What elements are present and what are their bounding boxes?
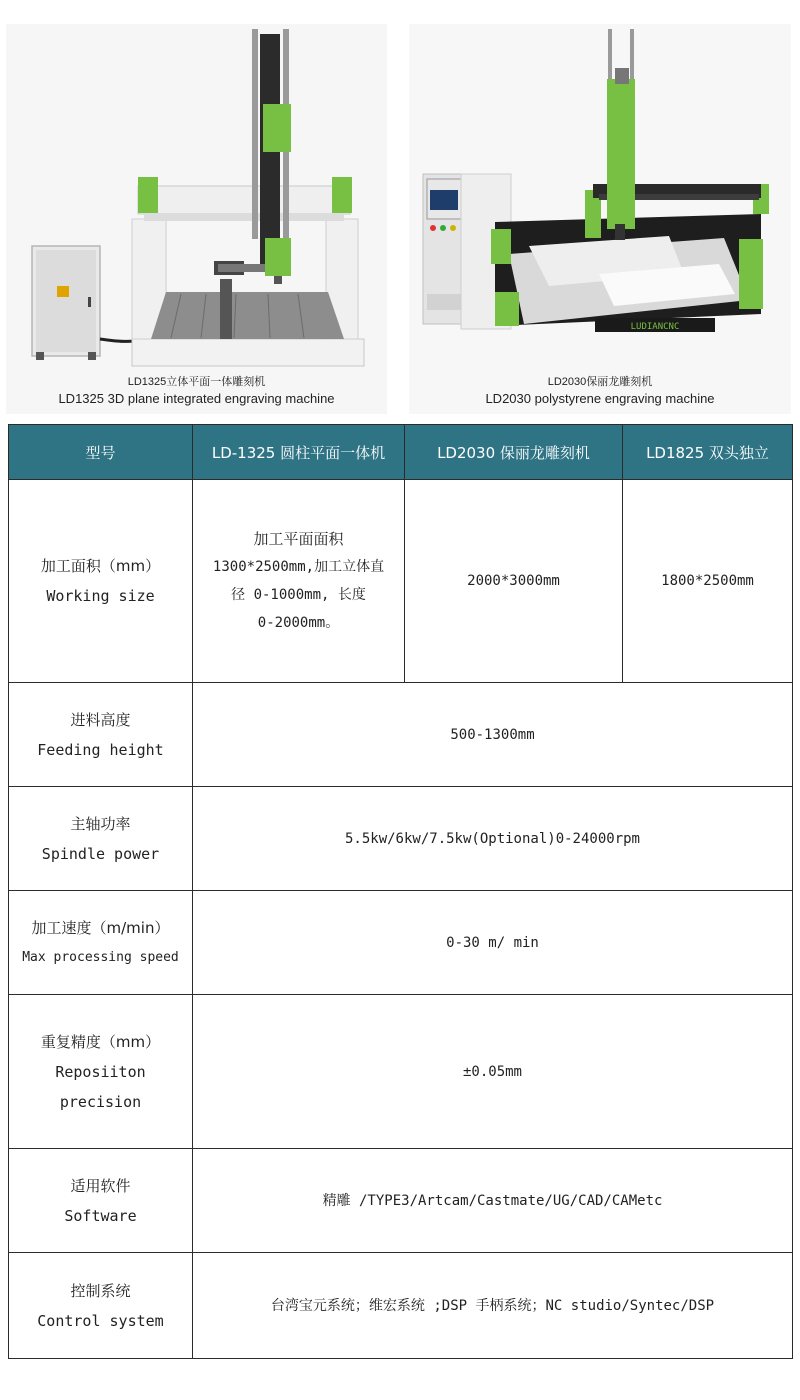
row-label-control-system [9, 1253, 193, 1359]
label-cn: 加工面积（mm） [40, 557, 161, 575]
row-label-feeding-height [9, 683, 193, 787]
cell-ld1825-working-size: 1800*2500mm [623, 480, 793, 683]
cell-processing-speed: 0-30 m/ min [193, 891, 793, 995]
row-label-processing-speed [9, 891, 193, 995]
machine-photo-ld2030 [409, 24, 791, 414]
row-label-working-size [9, 480, 193, 683]
table-row-working-size [9, 480, 793, 683]
table-row-feeding-height [9, 683, 793, 787]
row-label-software [9, 1149, 193, 1253]
table-row-spindle-power [9, 787, 793, 891]
table-header-row [9, 425, 793, 480]
label-en: Spindle power [41, 844, 160, 863]
cell-ld2030-working-size: 2000*3000mm [405, 480, 623, 683]
label-cn: 主轴功率 [70, 814, 131, 833]
label-cn: 适用软件 [70, 1176, 131, 1195]
table-row-reposition-precision [9, 995, 793, 1149]
label-en: Control system [37, 1311, 164, 1330]
table-row-control-system [9, 1253, 793, 1359]
cell-feeding-height: 500-1300mm [193, 683, 793, 787]
label-en: Max processing speed [22, 949, 179, 965]
label-en: Feeding height [37, 740, 164, 759]
label-cn: 进料高度 [70, 710, 131, 729]
ld1325-machine-illustration [6, 24, 387, 414]
label-en: Working size [46, 587, 155, 605]
cell-software: 精雕 /TYPE3/Artcam/Castmate/UG/CAD/CAMetc [193, 1149, 793, 1253]
caption-en-ld2030: LD2030 polystyrene engraving machine [485, 391, 715, 406]
spec-table [8, 424, 793, 1359]
value-line: 1300*2500mm,加工立体直 [212, 559, 385, 575]
caption-cn-ld2030: LD2030保丽龙雕刻机 [547, 376, 653, 388]
row-label-reposition-precision [9, 995, 193, 1149]
caption-cn-ld1325: LD1325立体平面一体雕刻机 [127, 376, 266, 388]
label-en: Software [64, 1206, 137, 1225]
header-ld1825: LD1825 双头独立 [623, 425, 793, 480]
cell-control-system: 台湾宝元系统；维宏系统 ;DSP 手柄系统；NC studio/Syntec/DSP [193, 1253, 793, 1359]
header-model: 型号 [9, 425, 193, 480]
cell-reposition-precision: ±0.05mm [193, 995, 793, 1149]
row-label-spindle-power [9, 787, 193, 891]
table-row-software [9, 1149, 793, 1253]
header-ld2030: LD2030 保丽龙雕刻机 [405, 425, 623, 480]
machine-photo-ld1325 [6, 24, 387, 414]
cell-ld1325-working-size [193, 480, 405, 683]
cell-spindle-power: 5.5kw/6kw/7.5kw(Optional)0-24000rpm [193, 787, 793, 891]
ld2030-machine-illustration [409, 24, 791, 414]
value-line: 径 0-1000mm, 长度 [231, 587, 366, 603]
label-en-line-2: precision [59, 1092, 142, 1111]
value-line: 0-2000mm。 [257, 615, 340, 631]
header-ld1325: LD-1325 圆柱平面一体机 [193, 425, 405, 480]
table-row-processing-speed [9, 891, 793, 995]
value-line: 加工平面面积 [253, 530, 344, 548]
label-cn: 加工速度（m/min） [31, 918, 170, 937]
brand-plate-text: LUDIANCNC [630, 322, 680, 332]
label-cn: 重复精度（mm） [40, 1032, 161, 1051]
caption-en-ld1325: LD1325 3D plane integrated engraving machine [58, 391, 335, 406]
label-en-line-1: Reposiiton [55, 1062, 146, 1081]
label-cn: 控制系统 [70, 1281, 131, 1300]
